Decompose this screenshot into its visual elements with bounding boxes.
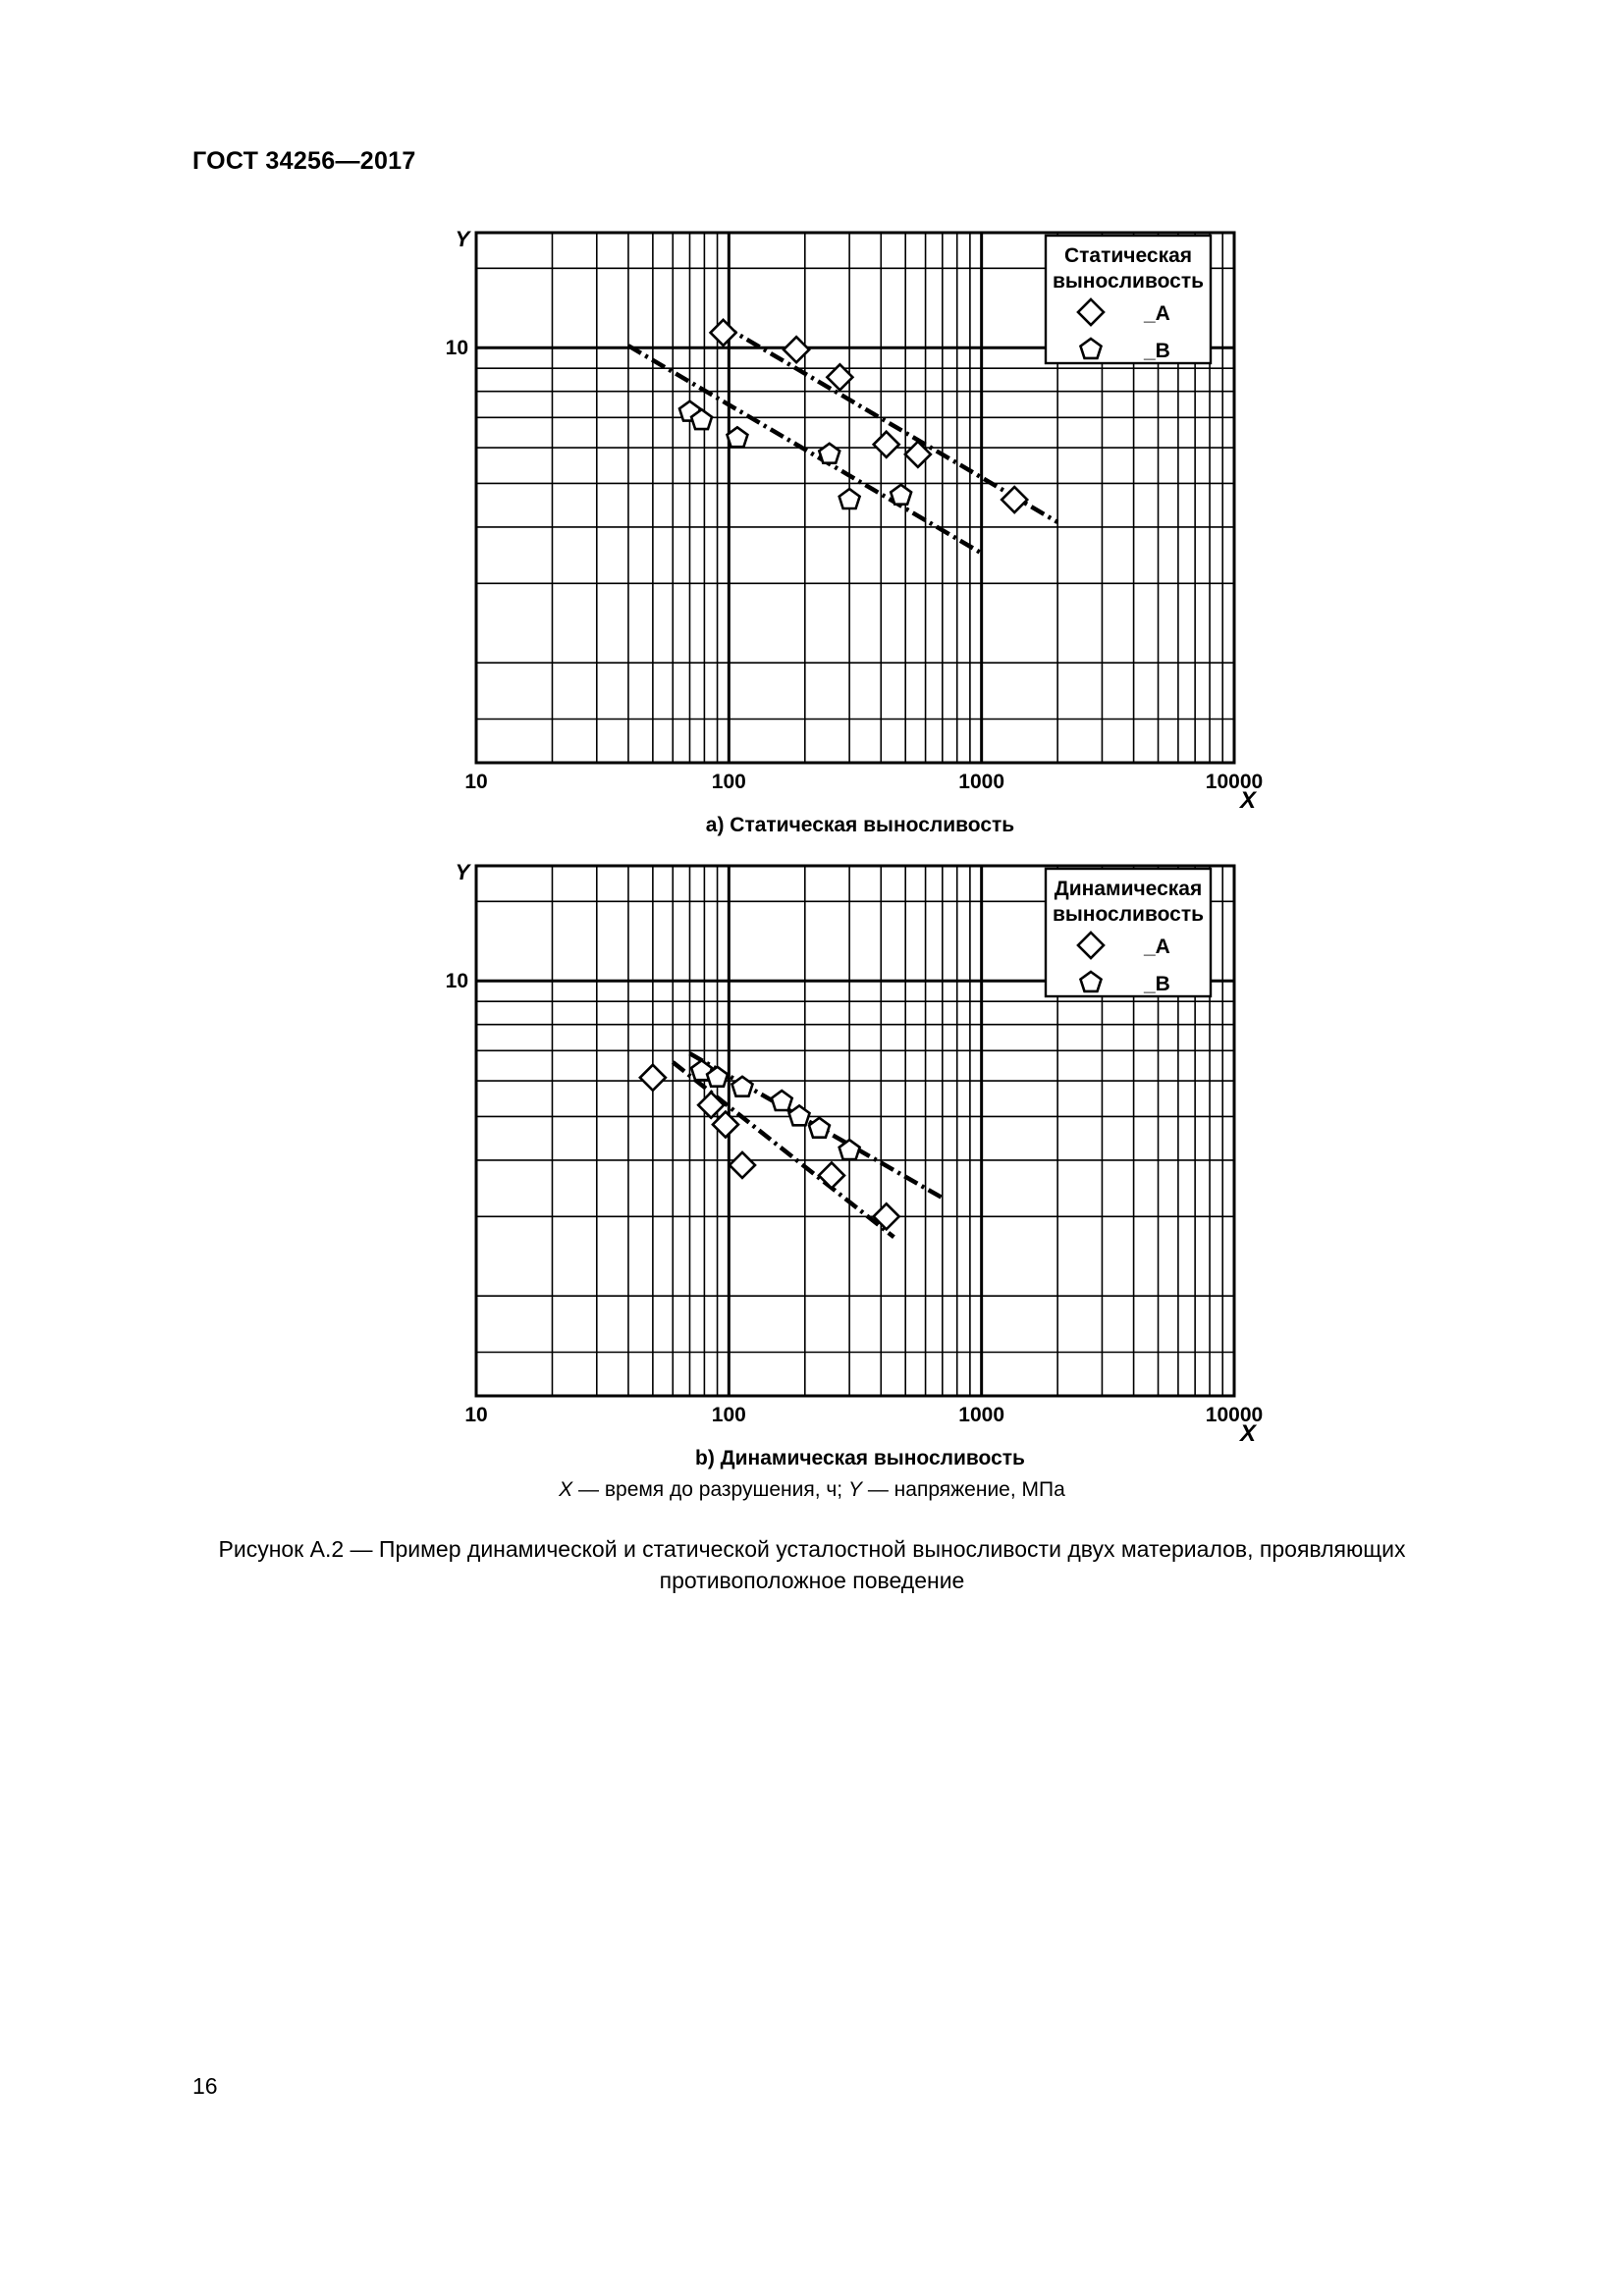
chart-b-x-tick-label: 10 <box>464 1404 488 1426</box>
chart-a-x-tick-label: 1000 <box>958 771 1005 793</box>
chart-b-x-axis-label: X <box>1239 1420 1257 1447</box>
chart-a-y-tick-label: 10 <box>445 337 468 360</box>
chart-a-legend-title-line: Статическая <box>1063 244 1193 267</box>
chart-b-point-a <box>698 1093 724 1118</box>
chart-b-y-tick-label: 10 <box>445 970 468 993</box>
chart-b-point-b <box>809 1118 830 1138</box>
chart-static-svg <box>432 221 1264 849</box>
chart-a-legend-label-a: _A <box>1144 302 1170 325</box>
chart-b-subtitle: b) Динамическая выносливость <box>695 1447 1025 1469</box>
chart-a-point-a <box>711 320 736 346</box>
chart-a-point-b <box>839 489 860 508</box>
chart-a-x-tick-label: 100 <box>711 771 746 793</box>
chart-a-legend <box>1046 236 1211 363</box>
axes-caption-y-text: — напряжение, МПа <box>862 1478 1065 1501</box>
chart-a-legend-title-line: выносливость <box>1052 270 1205 293</box>
figure-caption-line-2: противоположное поведение <box>659 1568 965 1593</box>
chart-b-x-tick-label: 100 <box>711 1404 746 1426</box>
chart-a-point-a <box>1001 487 1027 512</box>
chart-a-point-a <box>905 442 931 467</box>
chart-a-point-b <box>891 485 911 505</box>
axes-caption-x-symbol: X <box>559 1478 573 1501</box>
figure-caption <box>187 1533 1437 1596</box>
chart-b-point-b <box>789 1105 810 1125</box>
chart-b-x-tick-label: 10000 <box>1205 1404 1264 1426</box>
axes-caption-x-text: — время до разрушения, ч; <box>572 1478 848 1501</box>
chart-a-subtitle: а) Статическая выносливость <box>705 814 1015 836</box>
chart-b-point-a <box>819 1162 844 1188</box>
chart-dynamic-endurance <box>432 854 1264 1482</box>
page-number: 16 <box>192 2073 218 2099</box>
chart-a-x-tick-label: 10 <box>464 771 488 793</box>
document-code: ГОСТ 34256—2017 <box>192 147 416 175</box>
chart-a-point-b <box>819 444 839 463</box>
chart-b-point-a <box>730 1152 755 1178</box>
chart-b-y-axis-label: Y <box>455 860 470 884</box>
chart-b-x-tick-label: 1000 <box>958 1404 1005 1426</box>
chart-a-x-tick-label: 10000 <box>1205 771 1264 793</box>
axes-caption <box>0 1478 1624 1502</box>
chart-b-point-b <box>732 1077 753 1096</box>
axes-caption-y-symbol: Y <box>847 1478 862 1501</box>
chart-b-legend-title-line: Динамическая <box>1054 878 1203 900</box>
chart-b-legend-title-line: выносливость <box>1052 903 1205 926</box>
chart-b-point-a <box>640 1065 666 1091</box>
chart-b-legend <box>1046 869 1211 996</box>
chart-b-point-b <box>772 1091 792 1110</box>
chart-a-point-a <box>874 432 899 457</box>
chart-b-legend-label-b: _B <box>1144 973 1170 995</box>
chart-static-endurance <box>432 221 1264 849</box>
chart-b-legend-label-a: _A <box>1144 935 1170 958</box>
chart-a-y-axis-label: Y <box>455 227 470 251</box>
figure-caption-line-1: Рисунок А.2 — Пример динамической и статической усталостной выносливости двух материалов, проявляющих <box>218 1536 1406 1562</box>
chart-a-x-axis-label: X <box>1239 787 1257 814</box>
chart-a-legend-label-b: _B <box>1144 340 1170 362</box>
chart-dynamic-svg <box>432 854 1264 1482</box>
